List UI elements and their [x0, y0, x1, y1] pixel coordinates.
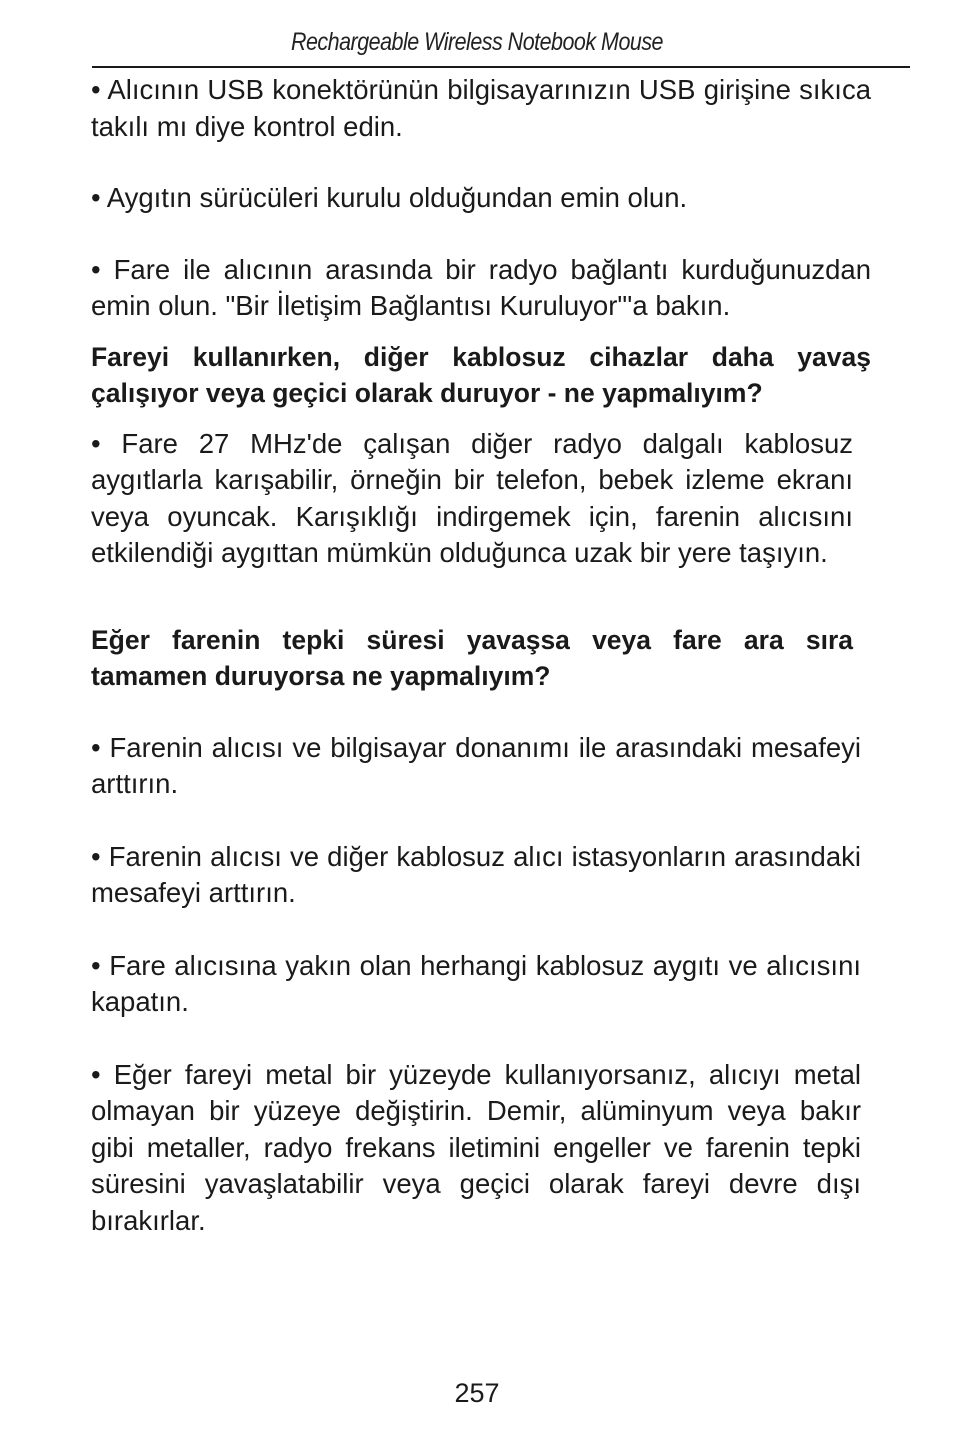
page-header — [92, 24, 910, 68]
bullet-turn-off-devices: • Fare alıcısına yakın olan herhangi kablosuz aygıtı ve alıcısını kapatın. — [91, 949, 861, 1017]
bullet-distance-other-receivers: • Farenin alıcısı ve diğer kablosuz alıcı istasyonların arasındaki mesafeyi arttırın. — [91, 840, 861, 908]
bullet-27mhz-interference: • Fare 27 MHz'de çalışan diğer radyo dalgalı kablosuz aygıtlarla karışabilir, örneğin bir telefon, bebek izleme ekranı veya oyuncak. Karışıklığı indirgemek için, farenin alıcısını etkilendiği aygıttan mümkün olduğunca uzak bir yere taşıyın. — [91, 427, 853, 568]
question-other-devices-slow: Fareyi kullanırken, diğer kablosuz cihazlar daha yavaş çalışıyor veya geçici olarak duruyor - ne yapmalıyım? — [91, 341, 871, 408]
bullet-metal-surface: • Eğer fareyi metal bir yüzeyde kullanıyorsanız, alıcıyı metal olmayan bir yüzeye değiştirin. Demir, alüminyum veya bakır gibi metaller, radyo frekans iletimini engeller ve farenin tepki süresini yavaşlatabilir veya geçici olarak fareyi devre dışı bırakırlar. — [91, 1058, 861, 1236]
bullet-radio-connection: • Fare ile alıcının arasında bir radyo bağlantı kurduğunuzdan emin olun. "Bir İletişim Bağlantısı Kuruluyor"'a bakın. — [91, 253, 871, 321]
bullet-usb-connector: • Alıcının USB konektörünün bilgisayarınızın USB girişine sıkıca takılı mı diye kontrol edin. — [91, 74, 871, 142]
bullet-distance-computer: • Farenin alıcısı ve bilgisayar donanımı ile arasındaki mesafeyi arttırın. — [91, 731, 861, 799]
page-number: 257 — [454, 1378, 500, 1408]
bullet-drivers-installed: • Aygıtın sürücüleri kurulu olduğundan emin olun. — [91, 182, 688, 213]
question-slow-response: Eğer farenin tepki süresi yavaşsa veya fare ara sıra tamamen duruyorsa ne yapmalıyım? — [91, 624, 853, 691]
page-content — [91, 72, 871, 1239]
header-title: Rechargeable Wireless Notebook Mouse — [290, 28, 664, 56]
